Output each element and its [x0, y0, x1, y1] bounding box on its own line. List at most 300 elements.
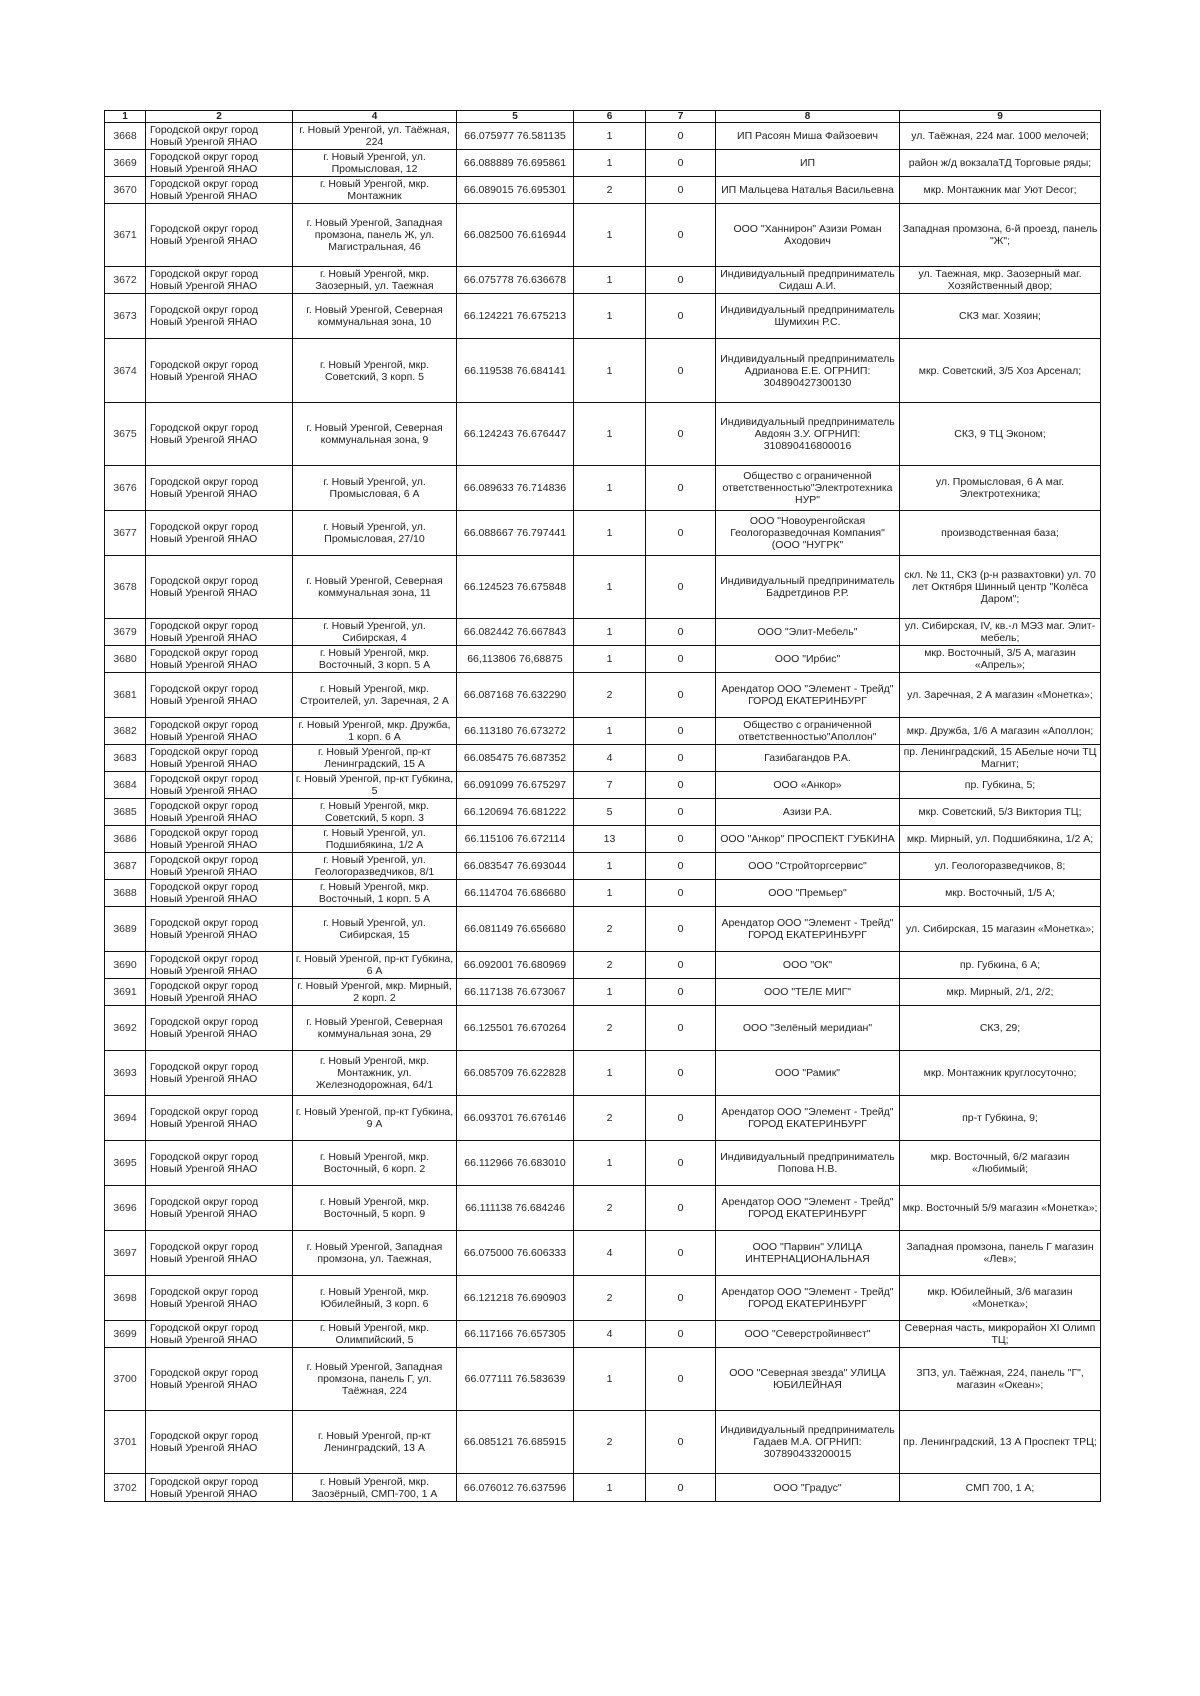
municipality-cell: Городской округ город Новый Уренгой ЯНАО — [146, 745, 293, 772]
coordinates-cell: 66.124221 76.675213 — [457, 294, 574, 339]
row-number: 3694 — [105, 1096, 146, 1141]
column-header: 8 — [716, 111, 900, 123]
zero-cell: 0 — [646, 826, 716, 853]
table-row — [105, 673, 1101, 718]
coordinates-cell: 66.081149 76.656680 — [457, 907, 574, 952]
row-number: 3693 — [105, 1051, 146, 1096]
count-cell: 1 — [574, 204, 646, 267]
location-description-cell: мкр. Мирный, ул. Подшибякина, 1/2 А; — [900, 826, 1101, 853]
municipality-cell: Городской округ город Новый Уренгой ЯНАО — [146, 339, 293, 403]
row-number: 3697 — [105, 1231, 146, 1276]
zero-cell: 0 — [646, 1321, 716, 1348]
coordinates-cell: 66.120694 76.681222 — [457, 799, 574, 826]
coordinates-cell: 66.085475 76.687352 — [457, 745, 574, 772]
count-cell: 1 — [574, 123, 646, 150]
column-header: 9 — [900, 111, 1101, 123]
location-description-cell: ул. Таежная, мкр. Заозерный маг. Хозяйственный двор; — [900, 267, 1101, 294]
count-cell: 2 — [574, 1096, 646, 1141]
count-cell: 1 — [574, 718, 646, 745]
row-number: 3685 — [105, 799, 146, 826]
count-cell: 13 — [574, 826, 646, 853]
address-cell: г. Новый Уренгой, пр-кт Губкина, 5 — [293, 772, 457, 799]
row-number: 3702 — [105, 1474, 146, 1502]
row-number: 3687 — [105, 853, 146, 880]
coordinates-cell: 66.089015 76.695301 — [457, 177, 574, 204]
table-row — [105, 1411, 1101, 1474]
count-cell: 1 — [574, 1474, 646, 1502]
municipality-cell: Городской округ город Новый Уренгой ЯНАО — [146, 619, 293, 646]
coordinates-cell: 66.075000 76.606333 — [457, 1231, 574, 1276]
organization-cell: ООО "ТЕЛЕ МИГ" — [716, 979, 900, 1006]
row-number: 3668 — [105, 123, 146, 150]
address-cell: г. Новый Уренгой, мкр. Советский, 5 корп. 3 — [293, 799, 457, 826]
municipality-cell: Городской округ город Новый Уренгой ЯНАО — [146, 1006, 293, 1051]
row-number: 3672 — [105, 267, 146, 294]
municipality-cell: Городской округ город Новый Уренгой ЯНАО — [146, 799, 293, 826]
row-number: 3680 — [105, 646, 146, 673]
municipality-cell: Городской округ город Новый Уренгой ЯНАО — [146, 123, 293, 150]
organization-cell: Индивидуальный предприниматель Попова Н.В. — [716, 1141, 900, 1186]
coordinates-cell: 66.082500 76.616944 — [457, 204, 574, 267]
zero-cell: 0 — [646, 853, 716, 880]
column-header: 5 — [457, 111, 574, 123]
municipality-cell: Городской округ город Новый Уренгой ЯНАО — [146, 772, 293, 799]
organization-cell: ООО "Ханнирон" Азизи Роман Аходович — [716, 204, 900, 267]
organization-cell: ООО "Северстройинвест" — [716, 1321, 900, 1348]
table-row — [105, 1186, 1101, 1231]
coordinates-cell: 66.085709 76.622828 — [457, 1051, 574, 1096]
municipality-cell: Городской округ город Новый Уренгой ЯНАО — [146, 1186, 293, 1231]
row-number: 3679 — [105, 619, 146, 646]
location-description-cell: пр. Ленинградский, 13 А Проспект ТРЦ; — [900, 1411, 1101, 1474]
organization-cell: Общество с ограниченной ответственностью"Аполлон" — [716, 718, 900, 745]
coordinates-cell: 66.124243 76.676447 — [457, 403, 574, 466]
zero-cell: 0 — [646, 466, 716, 511]
address-cell: г. Новый Уренгой, мкр. Заозерный, ул. Таежная — [293, 267, 457, 294]
table-row — [105, 907, 1101, 952]
organization-cell: ООО "Новоуренгойская Геологоразведочная Компания" (ООО "НУГРК" — [716, 511, 900, 556]
municipality-cell: Городской округ город Новый Уренгой ЯНАО — [146, 979, 293, 1006]
location-description-cell: мкр. Восточный, 3/5 А, магазин «Апрель»; — [900, 646, 1101, 673]
zero-cell: 0 — [646, 745, 716, 772]
zero-cell: 0 — [646, 1474, 716, 1502]
organization-cell: Газибагандов Р.А. — [716, 745, 900, 772]
address-cell: г. Новый Уренгой, мкр. Олимпийский, 5 — [293, 1321, 457, 1348]
coordinates-cell: 66.112966 76.683010 — [457, 1141, 574, 1186]
location-description-cell: пр-т Губкина, 9; — [900, 1096, 1101, 1141]
row-number: 3689 — [105, 907, 146, 952]
location-description-cell: мкр. Мирный, 2/1, 2/2; — [900, 979, 1101, 1006]
zero-cell: 0 — [646, 1006, 716, 1051]
coordinates-cell: 66.113180 76.673272 — [457, 718, 574, 745]
address-cell: г. Новый Уренгой, мкр. Восточный, 3 корп. 5 А — [293, 646, 457, 673]
count-cell: 1 — [574, 646, 646, 673]
zero-cell: 0 — [646, 294, 716, 339]
table-row — [105, 772, 1101, 799]
count-cell: 1 — [574, 339, 646, 403]
coordinates-cell: 66.111138 76.684246 — [457, 1186, 574, 1231]
location-description-cell: мкр. Дружба, 1/6 А магазин «Аполлон; — [900, 718, 1101, 745]
address-cell: г. Новый Уренгой, мкр. Восточный, 5 корп. 9 — [293, 1186, 457, 1231]
zero-cell: 0 — [646, 979, 716, 1006]
organization-cell: ООО "Зелёный меридиан" — [716, 1006, 900, 1051]
municipality-cell: Городской округ город Новый Уренгой ЯНАО — [146, 853, 293, 880]
coordinates-cell: 66.089633 76.714836 — [457, 466, 574, 511]
address-cell: г. Новый Уренгой, ул. Промысловая, 12 — [293, 150, 457, 177]
count-cell: 1 — [574, 979, 646, 1006]
organization-cell: Индивидуальный предприниматель Сидаш А.И. — [716, 267, 900, 294]
address-cell: г. Новый Уренгой, Западная промзона, ул. Таежная, — [293, 1231, 457, 1276]
location-description-cell: мкр. Советский, 3/5 Хоз Арсенал; — [900, 339, 1101, 403]
address-cell: г. Новый Уренгой, пр-кт Ленинградский, 15 А — [293, 745, 457, 772]
count-cell: 2 — [574, 1186, 646, 1231]
table-row — [105, 799, 1101, 826]
zero-cell: 0 — [646, 267, 716, 294]
row-number: 3700 — [105, 1348, 146, 1411]
count-cell: 2 — [574, 1411, 646, 1474]
organization-cell: ООО "Градус" — [716, 1474, 900, 1502]
municipality-cell: Городской округ город Новый Уренгой ЯНАО — [146, 1141, 293, 1186]
row-number: 3677 — [105, 511, 146, 556]
address-cell: г. Новый Уренгой, пр-кт Губкина, 6 А — [293, 952, 457, 979]
zero-cell: 0 — [646, 1276, 716, 1321]
municipality-cell: Городской округ город Новый Уренгой ЯНАО — [146, 907, 293, 952]
row-number: 3670 — [105, 177, 146, 204]
count-cell: 2 — [574, 907, 646, 952]
column-header: 7 — [646, 111, 716, 123]
table-row — [105, 826, 1101, 853]
zero-cell: 0 — [646, 511, 716, 556]
column-header: 2 — [146, 111, 293, 123]
table-row — [105, 1276, 1101, 1321]
coordinates-cell: 66.093701 76.676146 — [457, 1096, 574, 1141]
organization-cell: Арендатор ООО "Элемент - Трейд" ГОРОД ЕКАТЕРИНБУРГ — [716, 1186, 900, 1231]
coordinates-cell: 66.075778 76.636678 — [457, 267, 574, 294]
row-number: 3684 — [105, 772, 146, 799]
coordinates-cell: 66.075977 76.581135 — [457, 123, 574, 150]
location-description-cell: СМП 700, 1 А; — [900, 1474, 1101, 1502]
table-row — [105, 853, 1101, 880]
location-description-cell: Северная часть, микрорайон XI Олимп ТЦ; — [900, 1321, 1101, 1348]
count-cell: 4 — [574, 1231, 646, 1276]
count-cell: 1 — [574, 511, 646, 556]
table-row — [105, 952, 1101, 979]
organization-cell: Индивидуальный предприниматель Адрианова Е.Е. ОГРНИП: 304890427300130 — [716, 339, 900, 403]
address-cell: г. Новый Уренгой, ул. Подшибякина, 1/2 А — [293, 826, 457, 853]
table-row — [105, 466, 1101, 511]
organization-cell: ИП — [716, 150, 900, 177]
municipality-cell: Городской округ город Новый Уренгой ЯНАО — [146, 511, 293, 556]
coordinates-cell: 66.087168 76.632290 — [457, 673, 574, 718]
municipality-cell: Городской округ город Новый Уренгой ЯНАО — [146, 294, 293, 339]
address-cell: г. Новый Уренгой, мкр. Юбилейный, 3 корп. 6 — [293, 1276, 457, 1321]
address-cell: г. Новый Уренгой, ул. Сибирская, 4 — [293, 619, 457, 646]
table-row — [105, 1231, 1101, 1276]
table-body — [105, 123, 1101, 1502]
table-row — [105, 1051, 1101, 1096]
zero-cell: 0 — [646, 1231, 716, 1276]
row-number: 3674 — [105, 339, 146, 403]
zero-cell: 0 — [646, 123, 716, 150]
coordinates-cell: 66.076012 76.637596 — [457, 1474, 574, 1502]
table-row — [105, 979, 1101, 1006]
zero-cell: 0 — [646, 646, 716, 673]
table-row — [105, 204, 1101, 267]
table-row — [105, 1474, 1101, 1502]
organization-cell: ООО "Рамик" — [716, 1051, 900, 1096]
zero-cell: 0 — [646, 204, 716, 267]
count-cell: 2 — [574, 952, 646, 979]
row-number: 3673 — [105, 294, 146, 339]
coordinates-cell: 66.092001 76.680969 — [457, 952, 574, 979]
table-row — [105, 646, 1101, 673]
count-cell: 2 — [574, 1276, 646, 1321]
municipality-cell: Городской округ город Новый Уренгой ЯНАО — [146, 1348, 293, 1411]
row-number: 3682 — [105, 718, 146, 745]
coordinates-cell: 66.121218 76.690903 — [457, 1276, 574, 1321]
organization-cell: ИП Мальцева Наталья Васильевна — [716, 177, 900, 204]
municipality-cell: Городской округ город Новый Уренгой ЯНАО — [146, 880, 293, 907]
municipality-cell: Городской округ город Новый Уренгой ЯНАО — [146, 556, 293, 619]
zero-cell: 0 — [646, 880, 716, 907]
location-description-cell: Западная промзона, 6-й проезд, панель "Ж"; — [900, 204, 1101, 267]
organization-cell: Арендатор ООО "Элемент - Трейд" ГОРОД ЕКАТЕРИНБУРГ — [716, 1096, 900, 1141]
municipality-cell: Городской округ город Новый Уренгой ЯНАО — [146, 177, 293, 204]
zero-cell: 0 — [646, 556, 716, 619]
zero-cell: 0 — [646, 1186, 716, 1231]
coordinates-cell: 66.117138 76.673067 — [457, 979, 574, 1006]
municipality-cell: Городской округ город Новый Уренгой ЯНАО — [146, 267, 293, 294]
zero-cell: 0 — [646, 1411, 716, 1474]
coordinates-cell: 66.125501 76.670264 — [457, 1006, 574, 1051]
row-number: 3698 — [105, 1276, 146, 1321]
municipality-cell: Городской округ город Новый Уренгой ЯНАО — [146, 150, 293, 177]
table-row — [105, 619, 1101, 646]
location-description-cell: пр. Ленинградский, 15 АБелые ночи ТЦ Магнит; — [900, 745, 1101, 772]
row-number: 3676 — [105, 466, 146, 511]
row-number: 3692 — [105, 1006, 146, 1051]
table-row — [105, 1096, 1101, 1141]
address-cell: г. Новый Уренгой, ул. Сибирская, 15 — [293, 907, 457, 952]
coordinates-cell: 66.083547 76.693044 — [457, 853, 574, 880]
count-cell: 4 — [574, 1321, 646, 1348]
count-cell: 1 — [574, 1141, 646, 1186]
municipality-cell: Городской округ город Новый Уренгой ЯНАО — [146, 673, 293, 718]
count-cell: 1 — [574, 466, 646, 511]
coordinates-cell: 66.085121 76.685915 — [457, 1411, 574, 1474]
location-description-cell: пр. Губкина, 5; — [900, 772, 1101, 799]
address-cell: г. Новый Уренгой, пр-кт Губкина, 9 А — [293, 1096, 457, 1141]
municipality-cell: Городской округ город Новый Уренгой ЯНАО — [146, 826, 293, 853]
address-cell: г. Новый Уренгой, Северная коммунальная зона, 10 — [293, 294, 457, 339]
location-description-cell: ЗПЗ, ул. Таёжная, 224, панель "Г", магазин «Океан»; — [900, 1348, 1101, 1411]
table-row — [105, 403, 1101, 466]
municipality-cell: Городской округ город Новый Уренгой ЯНАО — [146, 718, 293, 745]
location-description-cell: мкр. Советский, 5/3 Виктория ТЦ; — [900, 799, 1101, 826]
municipality-cell: Городской округ город Новый Уренгой ЯНАО — [146, 1321, 293, 1348]
address-cell: г. Новый Уренгой, пр-кт Ленинградский, 13 А — [293, 1411, 457, 1474]
table-row — [105, 177, 1101, 204]
table-row — [105, 718, 1101, 745]
row-number: 3675 — [105, 403, 146, 466]
coordinates-cell: 66.082442 76.667843 — [457, 619, 574, 646]
count-cell: 5 — [574, 799, 646, 826]
organization-cell: Арендатор ООО "Элемент - Трейд" ГОРОД ЕКАТЕРИНБУРГ — [716, 673, 900, 718]
zero-cell: 0 — [646, 1096, 716, 1141]
address-cell: г. Новый Уренгой, мкр. Советский, 3 корп. 5 — [293, 339, 457, 403]
zero-cell: 0 — [646, 1051, 716, 1096]
organization-cell: Арендатор ООО "Элемент - Трейд" ГОРОД ЕКАТЕРИНБУРГ — [716, 1276, 900, 1321]
location-description-cell: скл. № 11, СКЗ (р-н развахтовки) ул. 70 лет Октября Шинный центр "Колёса Даром"; — [900, 556, 1101, 619]
municipality-cell: Городской округ город Новый Уренгой ЯНАО — [146, 403, 293, 466]
address-cell: г. Новый Уренгой, мкр. Дружба, 1 корп. 6 А — [293, 718, 457, 745]
address-cell: г. Новый Уренгой, мкр. Монтажник — [293, 177, 457, 204]
location-description-cell: район ж/д вокзалаТД Торговые ряды; — [900, 150, 1101, 177]
count-cell: 1 — [574, 556, 646, 619]
count-cell: 1 — [574, 267, 646, 294]
address-cell: г. Новый Уренгой, мкр. Мирный, 2 корп. 2 — [293, 979, 457, 1006]
table-row — [105, 150, 1101, 177]
address-cell: г. Новый Уренгой, Северная коммунальная зона, 9 — [293, 403, 457, 466]
location-description-cell: СКЗ, 9 ТЦ Эконом; — [900, 403, 1101, 466]
municipality-cell: Городской округ город Новый Уренгой ЯНАО — [146, 952, 293, 979]
row-number: 3696 — [105, 1186, 146, 1231]
municipality-cell: Городской округ город Новый Уренгой ЯНАО — [146, 1051, 293, 1096]
row-number: 3699 — [105, 1321, 146, 1348]
municipality-cell: Городской округ город Новый Уренгой ЯНАО — [146, 1411, 293, 1474]
zero-cell: 0 — [646, 339, 716, 403]
zero-cell: 0 — [646, 772, 716, 799]
address-cell: г. Новый Уренгой, Северная коммунальная зона, 29 — [293, 1006, 457, 1051]
row-number: 3695 — [105, 1141, 146, 1186]
organization-cell: Общество с ограниченной ответственностью"Электротехника НУР" — [716, 466, 900, 511]
address-cell: г. Новый Уренгой, ул. Таёжная, 224 — [293, 123, 457, 150]
count-cell: 1 — [574, 853, 646, 880]
location-description-cell: Западная промзона, панель Г магазин «Лев»; — [900, 1231, 1101, 1276]
zero-cell: 0 — [646, 150, 716, 177]
address-cell: г. Новый Уренгой, мкр. Восточный, 1 корп. 5 А — [293, 880, 457, 907]
count-cell: 1 — [574, 150, 646, 177]
organization-cell: ООО "Северная звезда" УЛИЦА ЮБИЛЕЙНАЯ — [716, 1348, 900, 1411]
organization-cell: ООО "Анкор" ПРОСПЕКТ ГУБКИНА — [716, 826, 900, 853]
location-description-cell: СКЗ маг. Хозяин; — [900, 294, 1101, 339]
location-description-cell: мкр. Монтажник маг Уют Decor; — [900, 177, 1101, 204]
coordinates-cell: 66,113806 76,68875 — [457, 646, 574, 673]
zero-cell: 0 — [646, 619, 716, 646]
municipality-cell: Городской округ город Новый Уренгой ЯНАО — [146, 1231, 293, 1276]
column-header: 1 — [105, 111, 146, 123]
row-number: 3669 — [105, 150, 146, 177]
row-number: 3681 — [105, 673, 146, 718]
table-row — [105, 880, 1101, 907]
address-cell: г. Новый Уренгой, Северная коммунальная зона, 11 — [293, 556, 457, 619]
organization-cell: ООО "Стройторгсервис" — [716, 853, 900, 880]
location-description-cell: мкр. Восточный 5/9 магазин «Монетка»; — [900, 1186, 1101, 1231]
location-description-cell: мкр. Монтажник круглосуточно; — [900, 1051, 1101, 1096]
table-row — [105, 1348, 1101, 1411]
row-number: 3678 — [105, 556, 146, 619]
coordinates-cell: 66.077111 76.583639 — [457, 1348, 574, 1411]
organization-cell: Азизи Р.А. — [716, 799, 900, 826]
location-description-cell: ул. Таёжная, 224 маг. 1000 мелочей; — [900, 123, 1101, 150]
organization-cell: ООО "Элит-Мебель" — [716, 619, 900, 646]
zero-cell: 0 — [646, 403, 716, 466]
address-cell: г. Новый Уренгой, мкр. Строителей, ул. Заречная, 2 А — [293, 673, 457, 718]
coordinates-cell: 66.117166 76.657305 — [457, 1321, 574, 1348]
zero-cell: 0 — [646, 177, 716, 204]
coordinates-cell: 66.124523 76.675848 — [457, 556, 574, 619]
organization-cell: Индивидуальный предприниматель Гадаев М.А. ОГРНИП: 307890433200015 — [716, 1411, 900, 1474]
row-number: 3686 — [105, 826, 146, 853]
count-cell: 1 — [574, 880, 646, 907]
table-row — [105, 556, 1101, 619]
address-cell: г. Новый Уренгой, ул. Геологоразведчиков, 8/1 — [293, 853, 457, 880]
table-row — [105, 1141, 1101, 1186]
organization-cell: ООО "Ирбис" — [716, 646, 900, 673]
coordinates-cell: 66.088667 76.797441 — [457, 511, 574, 556]
zero-cell: 0 — [646, 1141, 716, 1186]
zero-cell: 0 — [646, 907, 716, 952]
row-number: 3701 — [105, 1411, 146, 1474]
organization-cell: ООО "Парвин" УЛИЦА ИНТЕРНАЦИОНАЛЬНАЯ — [716, 1231, 900, 1276]
coordinates-cell: 66.091099 76.675297 — [457, 772, 574, 799]
municipality-cell: Городской округ город Новый Уренгой ЯНАО — [146, 466, 293, 511]
location-description-cell: ул. Сибирская, 15 магазин «Монетка»; — [900, 907, 1101, 952]
count-cell: 1 — [574, 1348, 646, 1411]
table-header-row — [105, 111, 1101, 123]
count-cell: 1 — [574, 294, 646, 339]
table-row — [105, 511, 1101, 556]
count-cell: 1 — [574, 619, 646, 646]
organization-cell: ИП Расоян Миша Файзоевич — [716, 123, 900, 150]
table-row — [105, 267, 1101, 294]
municipality-cell: Городской округ город Новый Уренгой ЯНАО — [146, 1096, 293, 1141]
count-cell: 4 — [574, 745, 646, 772]
zero-cell: 0 — [646, 1348, 716, 1411]
organization-cell: Арендатор ООО "Элемент - Трейд" ГОРОД ЕКАТЕРИНБУРГ — [716, 907, 900, 952]
location-description-cell: ул. Заречная, 2 А магазин «Монетка»; — [900, 673, 1101, 718]
count-cell: 2 — [574, 1006, 646, 1051]
location-description-cell: ул. Геологоразведчиков, 8; — [900, 853, 1101, 880]
address-cell: г. Новый Уренгой, ул. Промысловая, 6 А — [293, 466, 457, 511]
municipality-cell: Городской округ город Новый Уренгой ЯНАО — [146, 646, 293, 673]
location-description-cell: ул. Сибирская, IV, кв.-л МЭЗ маг. Элит-мебель; — [900, 619, 1101, 646]
row-number: 3671 — [105, 204, 146, 267]
row-number: 3688 — [105, 880, 146, 907]
table-row — [105, 294, 1101, 339]
count-cell: 1 — [574, 403, 646, 466]
table-row — [105, 745, 1101, 772]
organization-cell: ООО "Премьер" — [716, 880, 900, 907]
coordinates-cell: 66.088889 76.695861 — [457, 150, 574, 177]
address-cell: г. Новый Уренгой, ул. Промысловая, 27/10 — [293, 511, 457, 556]
organization-cell: Индивидуальный предприниматель Шумихин Р.С. — [716, 294, 900, 339]
count-cell: 2 — [574, 673, 646, 718]
organization-cell: Индивидуальный предприниматель Авдоян З.У. ОГРНИП: 310890416800016 — [716, 403, 900, 466]
organization-cell: ООО "ОК" — [716, 952, 900, 979]
location-description-cell: производственная база; — [900, 511, 1101, 556]
table-row — [105, 1321, 1101, 1348]
count-cell: 7 — [574, 772, 646, 799]
row-number: 3690 — [105, 952, 146, 979]
table-row — [105, 1006, 1101, 1051]
organization-cell: Индивидуальный предприниматель Бадретдинов Р.Р. — [716, 556, 900, 619]
location-description-cell: мкр. Восточный, 6/2 магазин «Любимый; — [900, 1141, 1101, 1186]
coordinates-cell: 66.119538 76.684141 — [457, 339, 574, 403]
location-description-cell: пр. Губкина, 6 А; — [900, 952, 1101, 979]
coordinates-cell: 66.114704 76.686680 — [457, 880, 574, 907]
zero-cell: 0 — [646, 718, 716, 745]
